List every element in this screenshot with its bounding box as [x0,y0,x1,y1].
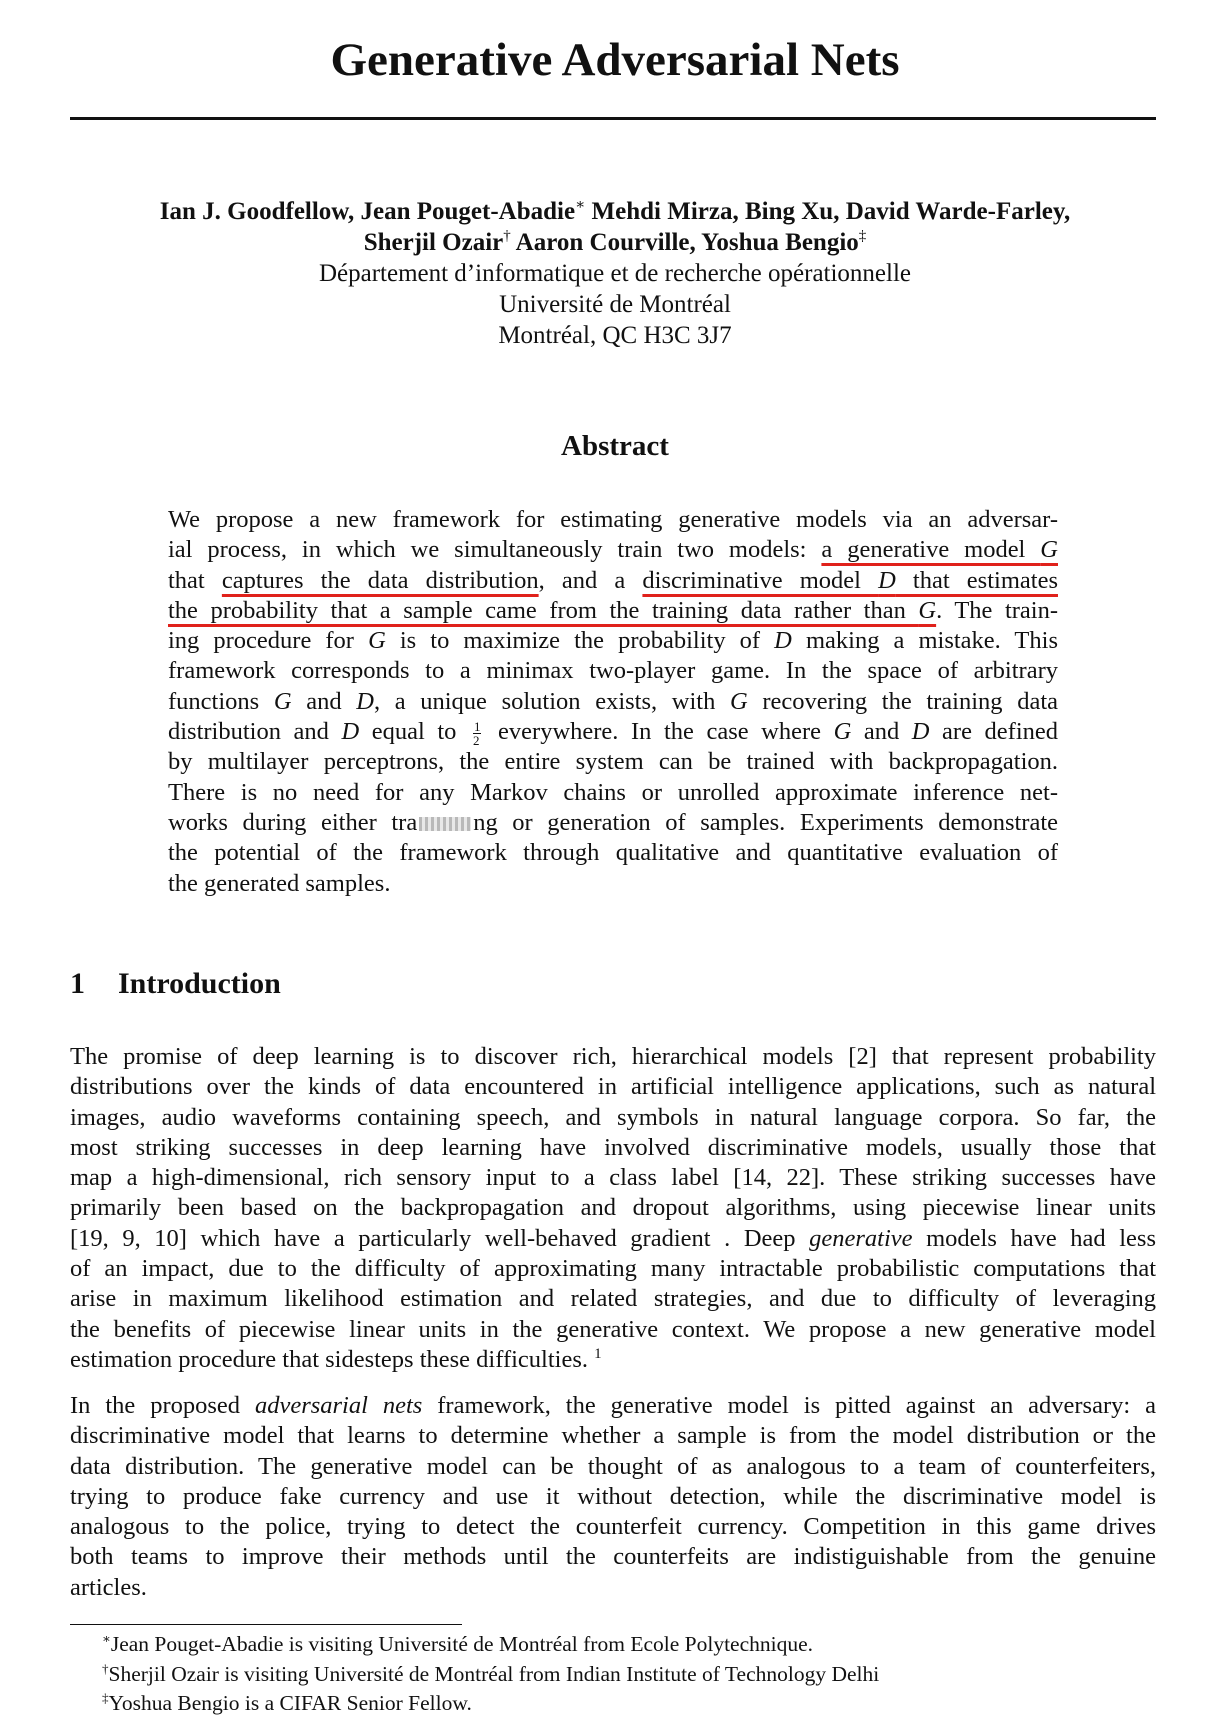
abstract-line [168,596,1058,626]
highlighted-text: that estimates [895,566,1058,594]
text-run: We propose a new framework for estimating generative models via an adversar- [168,506,1058,533]
text-run: models have had less [912,1224,1156,1252]
author-name: David Warde-Farley, [845,198,1071,225]
abstract-line [168,687,1058,717]
affiliation-university: Université de Montréal [499,291,731,318]
text-run: the benefits of piecewise linear units in the generative context. We propose a new generative model [70,1315,1156,1343]
highlighted-text: a generative model [821,536,1041,564]
text-run: functions [168,687,274,715]
author-name: Aaron Courville, [515,229,696,256]
abstract-line [168,717,1058,747]
author-line-2 [0,227,1212,258]
author-affiliation-mark: † [503,228,511,244]
highlighted-text: the probability that a sample came from the training data rather than [168,596,919,624]
text-run: the generated samples. [168,869,391,897]
text-run: that [168,566,222,594]
paragraph-line [70,1452,1156,1482]
math-symbol: D [341,718,360,746]
text-run: works during either tra [168,808,418,836]
text-run: articles. [70,1573,147,1601]
text-run: map a high-dimensional, rich sensory input to a class label [14, 22]. These striking successes have [70,1164,1156,1192]
text-run: is to maximize the probability of [385,627,775,655]
footnote [102,1660,1162,1690]
footnote-mark: † [102,1660,109,1676]
fraction-one-half [473,720,482,747]
intro-paragraph-1 [70,1042,1156,1375]
footnote [102,1630,1162,1660]
scan-smudge [419,817,471,831]
math-symbol: adversarial nets [254,1392,423,1419]
text-run: distributions over the kinds of data encountered in artificial intelligence applications, such as natural [70,1073,1156,1101]
text-run: , a unique solution exists, with [373,687,730,715]
footnote [102,1689,1162,1719]
highlighted-text: G [918,596,937,624]
text-run: ng or generation of samples. Experiments demonstrate [473,808,1058,836]
paragraph-line [70,1072,1156,1102]
text-run: and [851,718,912,746]
text-run: trying to produce fake currency and use it without detection, while the discriminative model is [70,1482,1156,1510]
footnote-text: Jean Pouget-Abadie is visiting Université de Montréal from Ecole Polytechnique. [110,1632,814,1656]
footnote-mark: ‡ [102,1690,109,1705]
text-run: making a mistake. This [791,627,1058,655]
paragraph-line [70,1224,1156,1254]
text-run: . The train- [936,596,1059,624]
text-run: There is no need for any Markov chains or unrolled approximate inference net- [168,778,1058,806]
affiliation-address: Montréal, QC H3C 3J7 [498,322,732,349]
author-name: Sherjil Ozair [363,229,504,256]
math-symbol: G [833,718,852,746]
footnote-text: Sherjil Ozair is visiting Université de Montréal from Indian Institute of Technology Delhi [108,1661,880,1686]
text-run: distribution and [168,718,342,746]
abstract-line [168,869,1058,899]
paragraph-line [70,1042,1156,1072]
text-run: and [291,687,357,715]
affiliation-department: Département d’informatique et de recherche opérationnelle [318,260,912,287]
author-name: Ian J. Goodfellow, [159,198,355,225]
abstract-line [168,535,1058,565]
text-run: are defined [929,718,1058,746]
paragraph-line [70,1573,1156,1603]
math-symbol: G [368,627,386,655]
text-run: everywhere. In the case where [485,718,834,746]
abstract-heading: Abstract [561,430,669,462]
math-symbol: D [911,718,930,746]
paragraph-line [70,1103,1156,1133]
highlighted-text: D [878,566,896,594]
footnote-rule [70,1624,462,1625]
author-name: Jean Pouget-Abadie [360,198,576,225]
text-run: most striking successes in deep learning have involved discriminative models, usually those that [70,1133,1156,1161]
math-symbol: D [356,687,374,715]
author-affiliation-mark: ∗ [575,197,586,213]
paragraph-line [70,1133,1156,1163]
text-run: ial process, in which we simultaneously train two models: [168,536,822,564]
author-name: Yoshua Bengio [701,229,859,256]
abstract-body [168,505,1058,899]
title-rule [70,117,1156,120]
section-title: Introduction [118,967,281,1000]
math-symbol: D [774,627,792,655]
highlighted-text: discriminative model [642,566,879,594]
text-run: [19, 9, 10] which have a particularly well-behaved gradient . Deep [70,1224,810,1252]
math-symbol: G [730,687,748,715]
abstract-line [168,656,1058,686]
math-symbol: generative [809,1224,913,1252]
author-block [0,196,1212,351]
text-run: In the proposed [70,1392,255,1419]
paragraph-line [70,1542,1156,1572]
author-name: Mehdi Mirza, [591,198,739,225]
text-run: , and a [538,566,643,594]
highlighted-text: G [1040,536,1058,564]
text-run: discriminative model that learns to determine whether a sample is from the model distribution or the [70,1422,1156,1450]
footnotes [102,1630,1162,1719]
text-run: images, audio waveforms containing speech, and symbols in natural language corpora. So far, the [70,1103,1156,1131]
paragraph-line [70,1482,1156,1512]
abstract-line [168,747,1058,777]
paragraph-line [70,1284,1156,1314]
abstract-line [168,626,1058,656]
text-run: primarily been based on the backpropagation and dropout algorithms, using piecewise linear units [70,1194,1156,1222]
text-run: by multilayer perceptrons, the entire system can be trained with backpropagation. [168,748,1058,776]
abstract-line [168,838,1058,868]
text-run: The promise of deep learning is to discover rich, hierarchical models [2] that represent probability [70,1043,1156,1070]
text-run: ing procedure for [168,627,369,655]
paragraph-line [70,1193,1156,1223]
text-run: arise in maximum likelihood estimation and related strategies, and due to difficulty of leveraging [70,1285,1156,1313]
text-run: framework, the generative model is pitted against an adversary: a [422,1392,1156,1419]
text-run: of an impact, due to the difficulty of approximating many intractable probabilistic computations that [70,1255,1156,1283]
fraction-numerator: 1 [473,718,481,734]
footnote-mark: ∗ [102,1631,111,1646]
text-run: framework corresponds to a minimax two-player game. In the space of arbitrary [168,657,1058,685]
text-run: estimation procedure that sidesteps these difficulties. [70,1345,595,1373]
text-run: analogous to the police, trying to detect the counterfeit currency. Competition in this game drives [70,1513,1156,1541]
text-run: data distribution. The generative model can be thought of as analogous to a team of counterfeiters, [70,1452,1156,1480]
intro-paragraph-2 [70,1391,1156,1603]
text-run: equal to [359,718,469,746]
footnote-text: Yoshua Bengio is a CIFAR Senior Fellow. [108,1691,472,1715]
abstract-line [168,566,1058,596]
text-run: recovering the training data [747,687,1059,715]
section-heading-introduction [70,965,870,1003]
paragraph-line [70,1254,1156,1284]
highlighted-text: captures the data distribution [221,566,539,594]
author-line-1 [0,196,1212,227]
paragraph-line [70,1345,1156,1375]
paragraph-line [70,1421,1156,1451]
author-affiliation-mark: ‡ [858,228,867,244]
section-number: 1 [70,967,85,1000]
paper-title: Generative Adversarial Nets [330,34,900,86]
text-run: both teams to improve their methods until the counterfeits are indistiguishable from the genuine [70,1543,1156,1571]
text-run: the potential of the framework through qualitative and quantitative evaluation of [168,839,1058,867]
fraction-denominator: 2 [472,732,480,748]
paragraph-line [70,1163,1156,1193]
footnote-marker: 1 [594,1345,602,1362]
abstract-line [168,808,1058,838]
math-symbol: G [273,687,292,715]
author-name: Bing Xu, [744,198,840,225]
abstract-line [168,778,1058,808]
paragraph-line [70,1315,1156,1345]
paragraph-line [70,1512,1156,1542]
paragraph-line [70,1391,1156,1421]
abstract-line [168,505,1058,535]
